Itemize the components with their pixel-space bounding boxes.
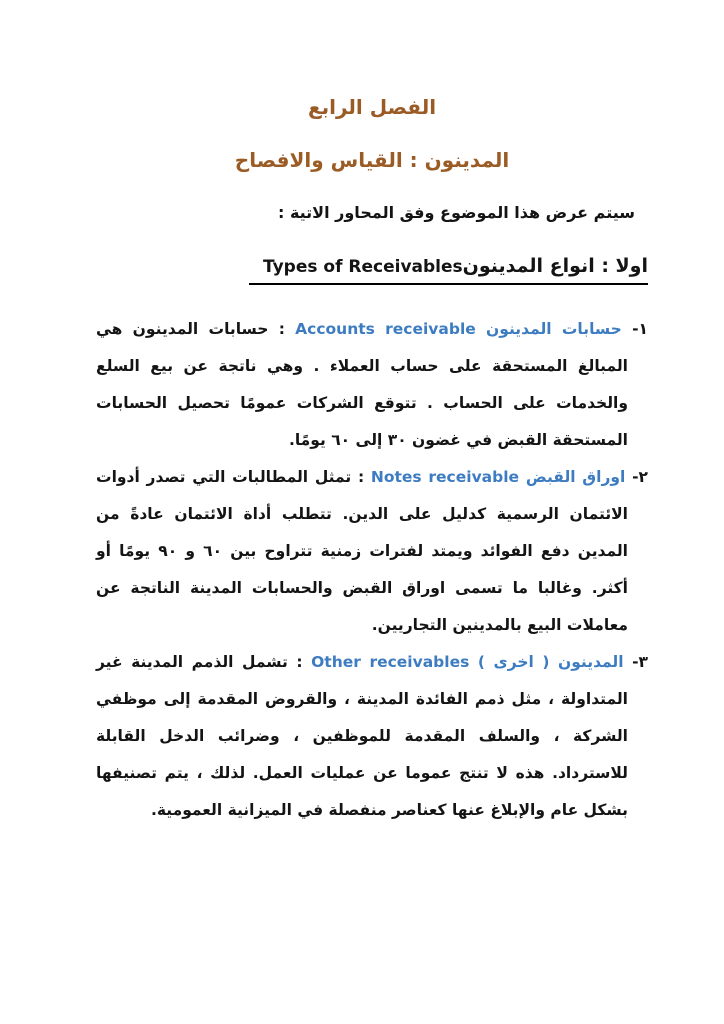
receivable-item-accounts: [96, 311, 648, 459]
section-heading: [96, 250, 648, 285]
item-number: ٣-: [632, 653, 649, 671]
term-highlight-arabic: اوراق القبض: [525, 468, 626, 486]
section-heading-underline: [249, 250, 648, 285]
document-subtitle: المدينون : القياس والافصاح: [234, 148, 510, 172]
item-body: : تشمل الذمم المدينة غير المتداولة ، مثل ذمم الفائدة المدينة ، والقروض المقدمة إلى موظفي الشركة ، والسلف المقدمة للموظفين ، وضرائب الدخل القابلة للاسترداد. هذه لا تنتج عموما عن عمليات العمل. لذلك ، يتم تصنيفها بشكل عام والإبلاغ عنها كعناصر منفصلة في الميزانية العمومية.: [96, 653, 628, 819]
term-highlight-english: Other receivables: [311, 653, 470, 671]
receivable-item-other: [96, 644, 648, 829]
term-highlight-english: Accounts receivable: [295, 320, 476, 338]
term-highlight-arabic: حسابات المدينون: [486, 320, 622, 338]
item-number: ٢-: [632, 468, 649, 486]
item-number: ١-: [632, 320, 648, 338]
chapter-title: الفصل الرابع: [307, 95, 437, 119]
section-heading-arabic: اولا : انواع المدينون: [462, 255, 648, 277]
receivable-item-notes: [96, 459, 648, 644]
term-highlight-arabic: المدينون ( اخرى ): [477, 653, 624, 671]
receivable-items-list: [96, 311, 648, 829]
section-heading-english: Types of Receivables: [263, 257, 463, 277]
item-body: : حسابات المدينون هي المبالغ المستحقة على حساب العملاء . وهي ناتجة عن بيع السلع والخدمات على الحساب . تتوقع الشركات عمومًا تحصيل الحسابات المستحقة القبض في غضون ٣٠ إلى ٦٠ يومًا.: [96, 320, 628, 449]
intro-text: سيتم عرض هذا الموضوع وفق المحاور الاتية :: [277, 203, 635, 222]
term-highlight-english: Notes receivable: [370, 468, 520, 486]
item-body: : تمثل المطالبات التي تصدر أدوات الائتمان الرسمية كدليل على الدين. تتطلب أداة الائتمان عادةً من المدين دفع الفوائد ويمتد لفترات زمنية تتراوح بين ٦٠ و ٩٠ يومًا أو أكثر. وغالبا ما تسمى اوراق القبض والحسابات المدينة الناتجة عن معاملات البيع بالمدينين التجاريين.: [96, 468, 628, 634]
